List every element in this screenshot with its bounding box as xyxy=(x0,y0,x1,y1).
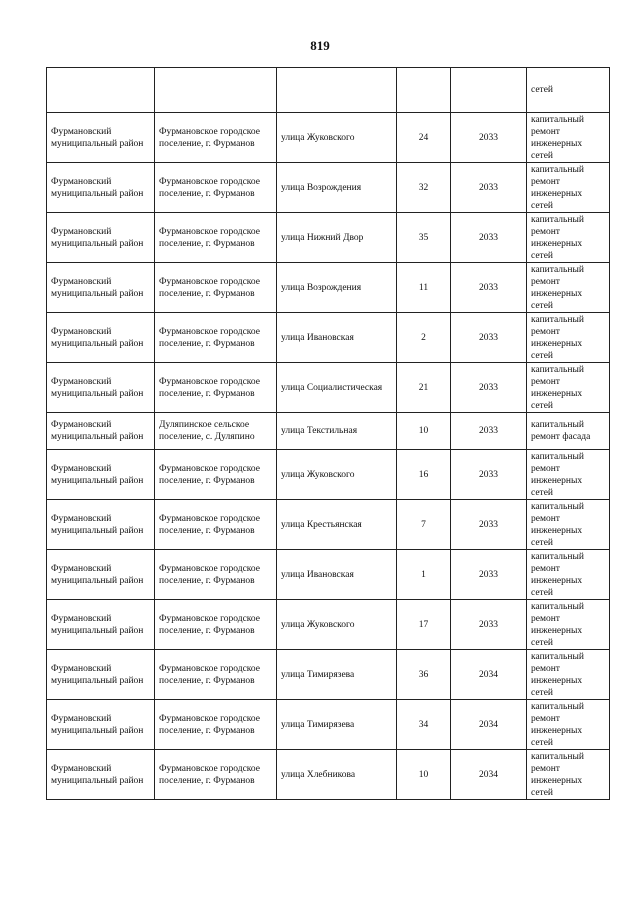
street-cell: улица Текстильная xyxy=(277,413,397,450)
work-type-cell: капитальный ремонт фасада xyxy=(527,413,610,450)
work-type-cell: капитальный ремонт инженерных сетей xyxy=(527,500,610,550)
house-number-cell: 24 xyxy=(397,113,451,163)
street-cell: улица Нижний Двор xyxy=(277,213,397,263)
year-cell: 2034 xyxy=(451,700,527,750)
settlement-cell: Фурмановское городское поселение, г. Фурманов xyxy=(155,363,277,413)
district-cell: Фурмановский муниципальный район xyxy=(47,500,155,550)
street-cell: улица Возрождения xyxy=(277,163,397,213)
table-row xyxy=(47,163,610,213)
year-cell: 2033 xyxy=(451,600,527,650)
settlement-cell: Фурмановское городское поселение, г. Фурманов xyxy=(155,213,277,263)
street-cell: улица Жуковского xyxy=(277,600,397,650)
table-row xyxy=(47,750,610,800)
district-cell xyxy=(47,68,155,113)
district-cell: Фурмановский муниципальный район xyxy=(47,213,155,263)
year-cell: 2033 xyxy=(451,213,527,263)
district-cell: Фурмановский муниципальный район xyxy=(47,413,155,450)
work-type-cell: капитальный ремонт инженерных сетей xyxy=(527,213,610,263)
street-cell: улица Жуковского xyxy=(277,113,397,163)
work-type-cell: капитальный ремонт инженерных сетей xyxy=(527,550,610,600)
house-number-cell: 10 xyxy=(397,413,451,450)
street-cell: улица Хлебникова xyxy=(277,750,397,800)
work-type-cell: капитальный ремонт инженерных сетей xyxy=(527,450,610,500)
page-number: 819 xyxy=(310,38,330,53)
street-cell: улица Жуковского xyxy=(277,450,397,500)
district-cell: Фурмановский муниципальный район xyxy=(47,363,155,413)
work-type-cell: капитальный ремонт инженерных сетей xyxy=(527,750,610,800)
repair-schedule-table xyxy=(46,67,610,800)
table-row xyxy=(47,313,610,363)
house-number-cell: 17 xyxy=(397,600,451,650)
house-number-cell: 35 xyxy=(397,213,451,263)
year-cell: 2033 xyxy=(451,363,527,413)
street-cell xyxy=(277,68,397,113)
settlement-cell: Фурмановское городское поселение, г. Фурманов xyxy=(155,313,277,363)
house-number-cell: 2 xyxy=(397,313,451,363)
house-number-cell xyxy=(397,68,451,113)
table-row xyxy=(47,550,610,600)
table-row xyxy=(47,113,610,163)
work-type-cell: капитальный ремонт инженерных сетей xyxy=(527,263,610,313)
year-cell: 2034 xyxy=(451,750,527,800)
house-number-cell: 36 xyxy=(397,650,451,700)
street-cell: улица Тимирязева xyxy=(277,700,397,750)
work-type-cell: капитальный ремонт инженерных сетей xyxy=(527,700,610,750)
street-cell: улица Тимирязева xyxy=(277,650,397,700)
house-number-cell: 21 xyxy=(397,363,451,413)
table-row xyxy=(47,450,610,500)
house-number-cell: 11 xyxy=(397,263,451,313)
table-row xyxy=(47,263,610,313)
carry-over-row xyxy=(47,68,610,113)
district-cell: Фурмановский муниципальный район xyxy=(47,263,155,313)
work-type-cell: капитальный ремонт инженерных сетей xyxy=(527,363,610,413)
table-row xyxy=(47,500,610,550)
year-cell: 2033 xyxy=(451,550,527,600)
street-cell: улица Возрождения xyxy=(277,263,397,313)
house-number-cell: 10 xyxy=(397,750,451,800)
table-row xyxy=(47,363,610,413)
year-cell: 2033 xyxy=(451,113,527,163)
district-cell: Фурмановский муниципальный район xyxy=(47,650,155,700)
table-row xyxy=(47,700,610,750)
settlement-cell: Дуляпинское сельское поселение, с. Дуляпино xyxy=(155,413,277,450)
year-cell: 2033 xyxy=(451,263,527,313)
street-cell: улица Крестьянская xyxy=(277,500,397,550)
settlement-cell: Фурмановское городское поселение, г. Фурманов xyxy=(155,650,277,700)
table-row xyxy=(47,413,610,450)
district-cell: Фурмановский муниципальный район xyxy=(47,700,155,750)
year-cell: 2033 xyxy=(451,413,527,450)
settlement-cell: Фурмановское городское поселение, г. Фурманов xyxy=(155,600,277,650)
work-type-cell: сетей xyxy=(527,68,610,113)
work-type-cell: капитальный ремонт инженерных сетей xyxy=(527,600,610,650)
table-row xyxy=(47,213,610,263)
district-cell: Фурмановский муниципальный район xyxy=(47,750,155,800)
street-cell: улица Ивановская xyxy=(277,550,397,600)
settlement-cell: Фурмановское городское поселение, г. Фурманов xyxy=(155,500,277,550)
settlement-cell: Фурмановское городское поселение, г. Фурманов xyxy=(155,550,277,600)
district-cell: Фурмановский муниципальный район xyxy=(47,550,155,600)
year-cell: 2033 xyxy=(451,450,527,500)
house-number-cell: 1 xyxy=(397,550,451,600)
house-number-cell: 34 xyxy=(397,700,451,750)
year-cell: 2033 xyxy=(451,163,527,213)
street-cell: улица Социалистическая xyxy=(277,363,397,413)
table-row xyxy=(47,650,610,700)
street-cell: улица Ивановская xyxy=(277,313,397,363)
year-cell: 2033 xyxy=(451,313,527,363)
work-type-cell: капитальный ремонт инженерных сетей xyxy=(527,650,610,700)
district-cell: Фурмановский муниципальный район xyxy=(47,163,155,213)
house-number-cell: 32 xyxy=(397,163,451,213)
settlement-cell: Фурмановское городское поселение, г. Фурманов xyxy=(155,113,277,163)
work-type-cell: капитальный ремонт инженерных сетей xyxy=(527,113,610,163)
house-number-cell: 16 xyxy=(397,450,451,500)
district-cell: Фурмановский муниципальный район xyxy=(47,113,155,163)
year-cell: 2034 xyxy=(451,650,527,700)
work-type-cell: капитальный ремонт инженерных сетей xyxy=(527,163,610,213)
settlement-cell: Фурмановское городское поселение, г. Фурманов xyxy=(155,263,277,313)
district-cell: Фурмановский муниципальный район xyxy=(47,450,155,500)
year-cell xyxy=(451,68,527,113)
settlement-cell xyxy=(155,68,277,113)
settlement-cell: Фурмановское городское поселение, г. Фурманов xyxy=(155,163,277,213)
year-cell: 2033 xyxy=(451,500,527,550)
work-type-cell: капитальный ремонт инженерных сетей xyxy=(527,313,610,363)
table-row xyxy=(47,600,610,650)
district-cell: Фурмановский муниципальный район xyxy=(47,600,155,650)
settlement-cell: Фурмановское городское поселение, г. Фурманов xyxy=(155,700,277,750)
district-cell: Фурмановский муниципальный район xyxy=(47,313,155,363)
house-number-cell: 7 xyxy=(397,500,451,550)
settlement-cell: Фурмановское городское поселение, г. Фурманов xyxy=(155,450,277,500)
settlement-cell: Фурмановское городское поселение, г. Фурманов xyxy=(155,750,277,800)
